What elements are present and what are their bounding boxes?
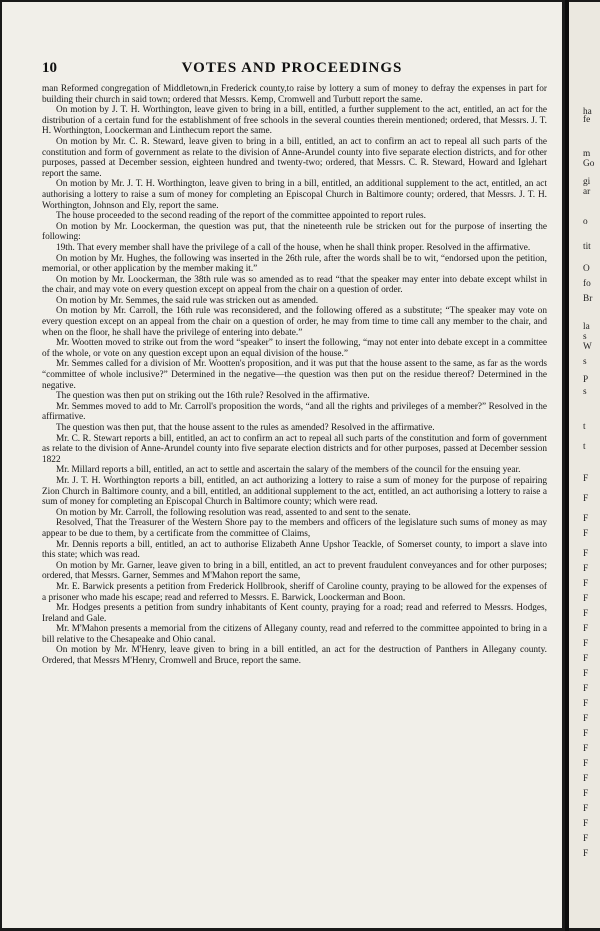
- next-page-fragment: F: [583, 789, 589, 799]
- next-page-fragment: tit: [583, 242, 591, 252]
- paragraph: The question was then put, that the house assent to the rules as amended? Resolved in the affirmative.: [56, 423, 435, 433]
- next-page-fragment: F: [583, 744, 589, 754]
- paragraph: On motion by Mr. Loockerman, the question was put, that the nineteenth rule be stricken out for the purpose of inserting the following:: [42, 221, 547, 243]
- next-page-fragment: F: [583, 834, 589, 844]
- next-page-fragment: t: [583, 422, 586, 432]
- next-page-fragment: ar: [583, 187, 591, 197]
- document-body: [42, 84, 547, 667]
- next-page-fragment: F: [583, 564, 589, 574]
- next-page-fragment: F: [583, 594, 589, 604]
- next-page-fragment: la: [583, 322, 590, 332]
- paragraph: Mr. Dennis reports a bill, entitled, an act to authorise Elizabeth Anne Upshor Teackle, of Somerset county, to import a slave into this state; which was read.: [42, 539, 547, 561]
- adjacent-page-edge: [569, 2, 600, 928]
- paragraph: On motion by Mr. J. T. H. Worthington, leave given to bring in a bill, entitled, an additional supplement to the act, entitled, an act authorising a lottery to raise a sum of money for completing an Episcopal Church in Baltimore county; ordered, that Messrs. J. T. H. Worthington, Johnson and Ely, report the same.: [42, 179, 547, 211]
- next-page-fragment: o: [583, 217, 588, 227]
- next-page-fragment: F: [583, 514, 589, 524]
- next-page-fragment: F: [583, 549, 589, 559]
- page-header: [42, 60, 542, 80]
- paragraph: Mr. J. T. H. Worthington reports a bill, entitled, an act authorizing a lottery to raise a sum of money for the purpose of repairing Zion Church in Baltimore county, and a bill, entitled, an additional supplement to the act, entitled, an act authorising a lottery to raise a sum of money for completing an Episcopal Church in Baltimore county; which were read.: [42, 475, 547, 508]
- paragraph: 19th. That every member shall have the privilege of a call of the house, when he shall think proper. Resolved in the affirmative.: [56, 242, 531, 253]
- next-page-fragment: fe: [583, 115, 591, 125]
- next-page-fragment: fo: [583, 279, 591, 289]
- next-page-fragment: F: [583, 819, 589, 829]
- paragraph: man Reformed congregation of Middletown,in Frederick county,to raise by lottery a sum of money to defray the expenses in part for building their church in said town; ordered that Messrs. Kemp, Cromwell and Turbutt report the same.: [42, 84, 547, 105]
- next-page-fragment: gi: [583, 177, 591, 187]
- paragraph: On motion by Mr. C. R. Steward, leave given to bring in a bill, entitled, an act to confirm an act to repeal all such parts of the constitution and form of government as relate to the division of Anne-Arundel county into five separate election districts, and for other purposes, passed at December session, eighteen hundred and twenty-two; ordered, that Messrs. C. R. Steward, Howard and Iglehart report the same.: [42, 136, 547, 179]
- paragraph: On motion by Mr. Carroll, the 16th rule was reconsidered, and the following offered as a substitute; “The speaker may vote on every question except on an appeal from the chair on a question of order, he may from time to time call any member to the chair, and when on the floor, he shall have the privilege of entering into debate.”: [42, 306, 547, 338]
- paragraph: The question was then put on striking out the 16th rule? Resolved in the affirmative.: [56, 391, 370, 402]
- next-page-fragment: F: [583, 729, 589, 739]
- next-page-fragment: F: [583, 684, 589, 694]
- next-page-fragment: F: [583, 494, 589, 504]
- paragraph: Mr. E. Barwick presents a petition from Frederick Hollbrook, sheriff of Caroline county, praying to be allowed for the expenses of a prisoner who made his escape; read and referred to Messrs. E. Barwick, Loockerman and Boon.: [42, 581, 547, 603]
- next-page-fragment: Go: [583, 159, 595, 169]
- next-page-fragment: F: [583, 804, 589, 814]
- next-page-fragment: s: [583, 387, 587, 397]
- paragraph: Mr. C. R. Stewart reports a bill, entitled, an act to confirm an act to repeal all such parts of the constitution and form of government as relate to the division of Anne-Arundel county into five separate election districts and for other purposes, passed at December session 1822: [42, 433, 547, 465]
- next-page-fragment: s: [583, 332, 587, 342]
- paragraph: Mr. Semmes called for a division of Mr. Wootten's proposition, and it was put that the house assent to the same, as far as the words “committee of whole inclusive?” Determined in the negative—the question was then put on the residue thereof? Determined in the negative.: [42, 359, 547, 391]
- next-page-fragment: F: [583, 639, 589, 649]
- next-page-fragment: P: [583, 375, 589, 385]
- next-page-fragment: F: [583, 609, 589, 619]
- next-page-fragment: W: [583, 342, 592, 352]
- paragraph: On motion by Mr. Garner, leave given to bring in a bill, entitled, an act to prevent fraudulent conveyances and for other purposes; ordered, that Messrs. Garner, Semmes and M'Mahon report the same,: [42, 560, 547, 582]
- next-page-fragment: F: [583, 669, 589, 679]
- next-page-fragment: F: [583, 529, 589, 539]
- paragraph: Mr. Semmes moved to add to Mr. Carroll's proposition the words, “and all the rights and privileges of a member?” Resolved in the affirmative.: [42, 401, 547, 423]
- paragraph: Mr. Wootten moved to strike out from the word “speaker” to insert the following, “may not enter into debate except in a committee of the whole, or vote on any question except upon an equal division of the house.”: [42, 338, 547, 359]
- paragraph: On motion by Mr. M'Henry, leave given to bring in a bill entitled, an act for the destruction of Panthers in Allegany county. Ordered, that Messrs M'Henry, Cromwell and Bruce, report the same.: [42, 645, 547, 667]
- paragraph: Resolved, That the Treasurer of the Western Shore pay to the members and officers of the legislature such sums of money as may appear to be due to them, by a certificate from the committee of Claims,: [42, 518, 547, 539]
- paragraph: On motion by Mr. Semmes, the said rule was stricken out as amended.: [56, 295, 319, 306]
- next-page-fragment: t: [583, 442, 586, 452]
- paragraph: Mr. Hodges presents a petition from sundry inhabitants of Kent county, praying for a road; read and referred to Messrs. Hodges, Ireland and Gale.: [42, 603, 547, 624]
- next-page-fragment: F: [583, 774, 589, 784]
- paragraph: Mr. Millard reports a bill, entitled, an act to settle and ascertain the salary of the members of the council for the ensuing year.: [56, 465, 521, 476]
- next-page-fragment: m: [583, 149, 591, 159]
- next-page-fragment: F: [583, 759, 589, 769]
- paragraph: On motion by Mr. Loockerman, the 38th rule was so amended as to read “that the speaker may enter into debate except whilst in the chair, and may vote on every question except on appeal from the chair on a question of order.: [42, 274, 547, 296]
- paragraph: On motion by Mr. Carroll, the following resolution was read, assented to and sent to the senate.: [56, 507, 411, 518]
- next-page-fragment: F: [583, 624, 589, 634]
- paragraph: Mr. M'Mahon presents a memorial from the citizens of Allegany county, read and referred to the committee appointed to bring in a bill relative to the Chesapeake and Ohio canal.: [42, 624, 547, 645]
- page-number: 10: [42, 60, 57, 76]
- paragraph: On motion by Mr. Hughes, the following was inserted in the 26th rule, after the words shall be to wit, “endorsed upon the petition, memorial, or other application by the member making it.”: [42, 253, 547, 275]
- next-page-fragment: s: [583, 357, 587, 367]
- next-page-fragment: O: [583, 264, 590, 274]
- next-page-fragment: F: [583, 714, 589, 724]
- next-page-fragment: Br: [583, 294, 593, 304]
- next-page-fragment: F: [583, 474, 589, 484]
- scanned-page: [2, 2, 562, 928]
- next-page-fragment: F: [583, 579, 589, 589]
- paragraph: The house proceeded to the second reading of the report of the committee appointed to report rules.: [56, 211, 426, 222]
- next-page-fragment: F: [583, 654, 589, 664]
- next-page-fragment: F: [583, 849, 589, 859]
- page-title: VOTES AND PROCEEDINGS: [181, 60, 403, 76]
- next-page-fragment: ha: [583, 107, 592, 117]
- paragraph: On motion by J. T. H. Worthington, leave given to bring in a bill, entitled, a further supplement to the act, entitled, an act for the distribution of a certain fund for the establishment of free schools in the several counties therein mentioned; ordered, that Messrs. J. T. H. Worthington, Loockerman and Linthecum report the same.: [42, 105, 547, 137]
- next-page-fragment: F: [583, 699, 589, 709]
